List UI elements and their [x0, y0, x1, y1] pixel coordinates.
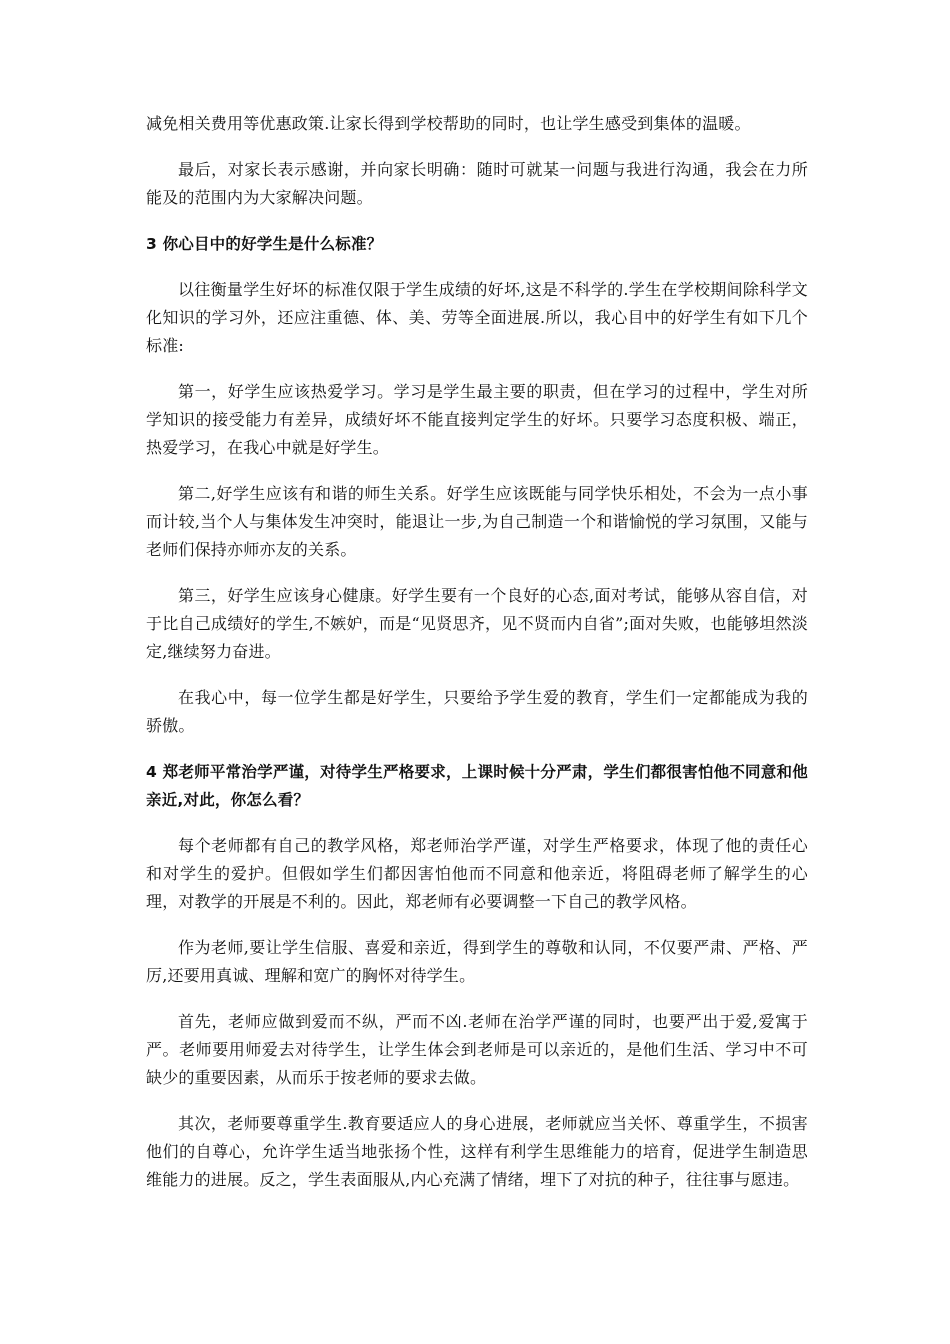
paragraph-intro-standards: 以往衡量学生好坏的标准仅限于学生成绩的好坏,这是不科学的.学生在学校期间除科学文化知识的学习外，还应注重德、体、美、劳等全面进展.所以，我心目中的好学生有如下几个标准: — [146, 280, 808, 355]
document-body — [146, 110, 808, 1212]
paragraph-teacher-role: 作为老师,要让学生信服、喜爱和亲近，得到学生的尊敬和认同，不仅要严肃、严格、严厉,还要用真诚、理解和宽广的胸怀对待学生。 — [146, 938, 808, 985]
paragraph-continuation: 减免相关费用等优惠政策.让家长得到学校帮助的同时，也让学生感受到集体的温暖。 — [146, 114, 751, 133]
paragraph-first-point: 首先，老师应做到爱而不纵，严而不凶.老师在治学严谨的同时，也要严出于爱,爱寓于严。老师要用师爱去对待学生，让学生体会到老师是可以亲近的，是他们生活、学习中不可缺少的重要因素，从而乐于按老师的要求去做。 — [146, 1012, 808, 1087]
paragraph-answer-intro: 每个老师都有自己的教学风格，郑老师治学严谨，对学生严格要求，体现了他的责任心和对学生的爱护。但假如学生们都因害怕他而不同意和他亲近，将阻碍老师了解学生的心理，对教学的开展是不利的。因此，郑老师有必要调整一下自己的教学风格。 — [146, 836, 808, 911]
paragraph-closing-thanks: 最后，对家长表示感谢，并向家长明确：随时可就某一问题与我进行沟通，我会在力所能及的范围内为大家解决问题。 — [146, 160, 808, 207]
paragraph-standard-3: 第三，好学生应该身心健康。好学生要有一个良好的心态,面对考试，能够从容自信，对于比自己成绩好的学生,不嫉妒，而是“见贤思齐，见不贤而内自省”;面对失败，也能够坦然淡定,继续努力奋进。 — [146, 586, 808, 661]
paragraph-second-point: 其次，老师要尊重学生.教育要适应人的身心进展，老师就应当关怀、尊重学生，不损害他们的自尊心，允许学生适当地张扬个性，这样有利学生思维能力的培育，促进学生制造思维能力的进展。反之，学生表面服从,内心充满了情绪，埋下了对抗的种子，往往事与愿违。 — [146, 1114, 808, 1189]
paragraph-standard-1: 第一，好学生应该热爱学习。学习是学生最主要的职责，但在学习的过程中，学生对所学知识的接受能力有差异，成绩好坏不能直接判定学生的好坏。只要学习态度积极、端正，热爱学习，在我心中就是好学生。 — [146, 382, 808, 457]
question-heading-4: 4 郑老师平常治学严谨，对待学生严格要求，上课时候十分严肃，学生们都很害怕他不同意和他亲近,对此，你怎么看？ — [146, 763, 808, 809]
question-heading-3: 3 你心目中的好学生是什么标准？ — [146, 235, 383, 253]
paragraph-standard-2: 第二,好学生应该有和谐的师生关系。好学生应该既能与同学快乐相处，不会为一点小事而计较,当个人与集体发生冲突时，能退让一步,为自己制造一个和谐愉悦的学习氛围，又能与老师们保持亦师亦友的关系。 — [146, 484, 808, 559]
paragraph-conclusion-3: 在我心中，每一位学生都是好学生，只要给予学生爱的教育，学生们一定都能成为我的骄傲。 — [146, 688, 808, 735]
